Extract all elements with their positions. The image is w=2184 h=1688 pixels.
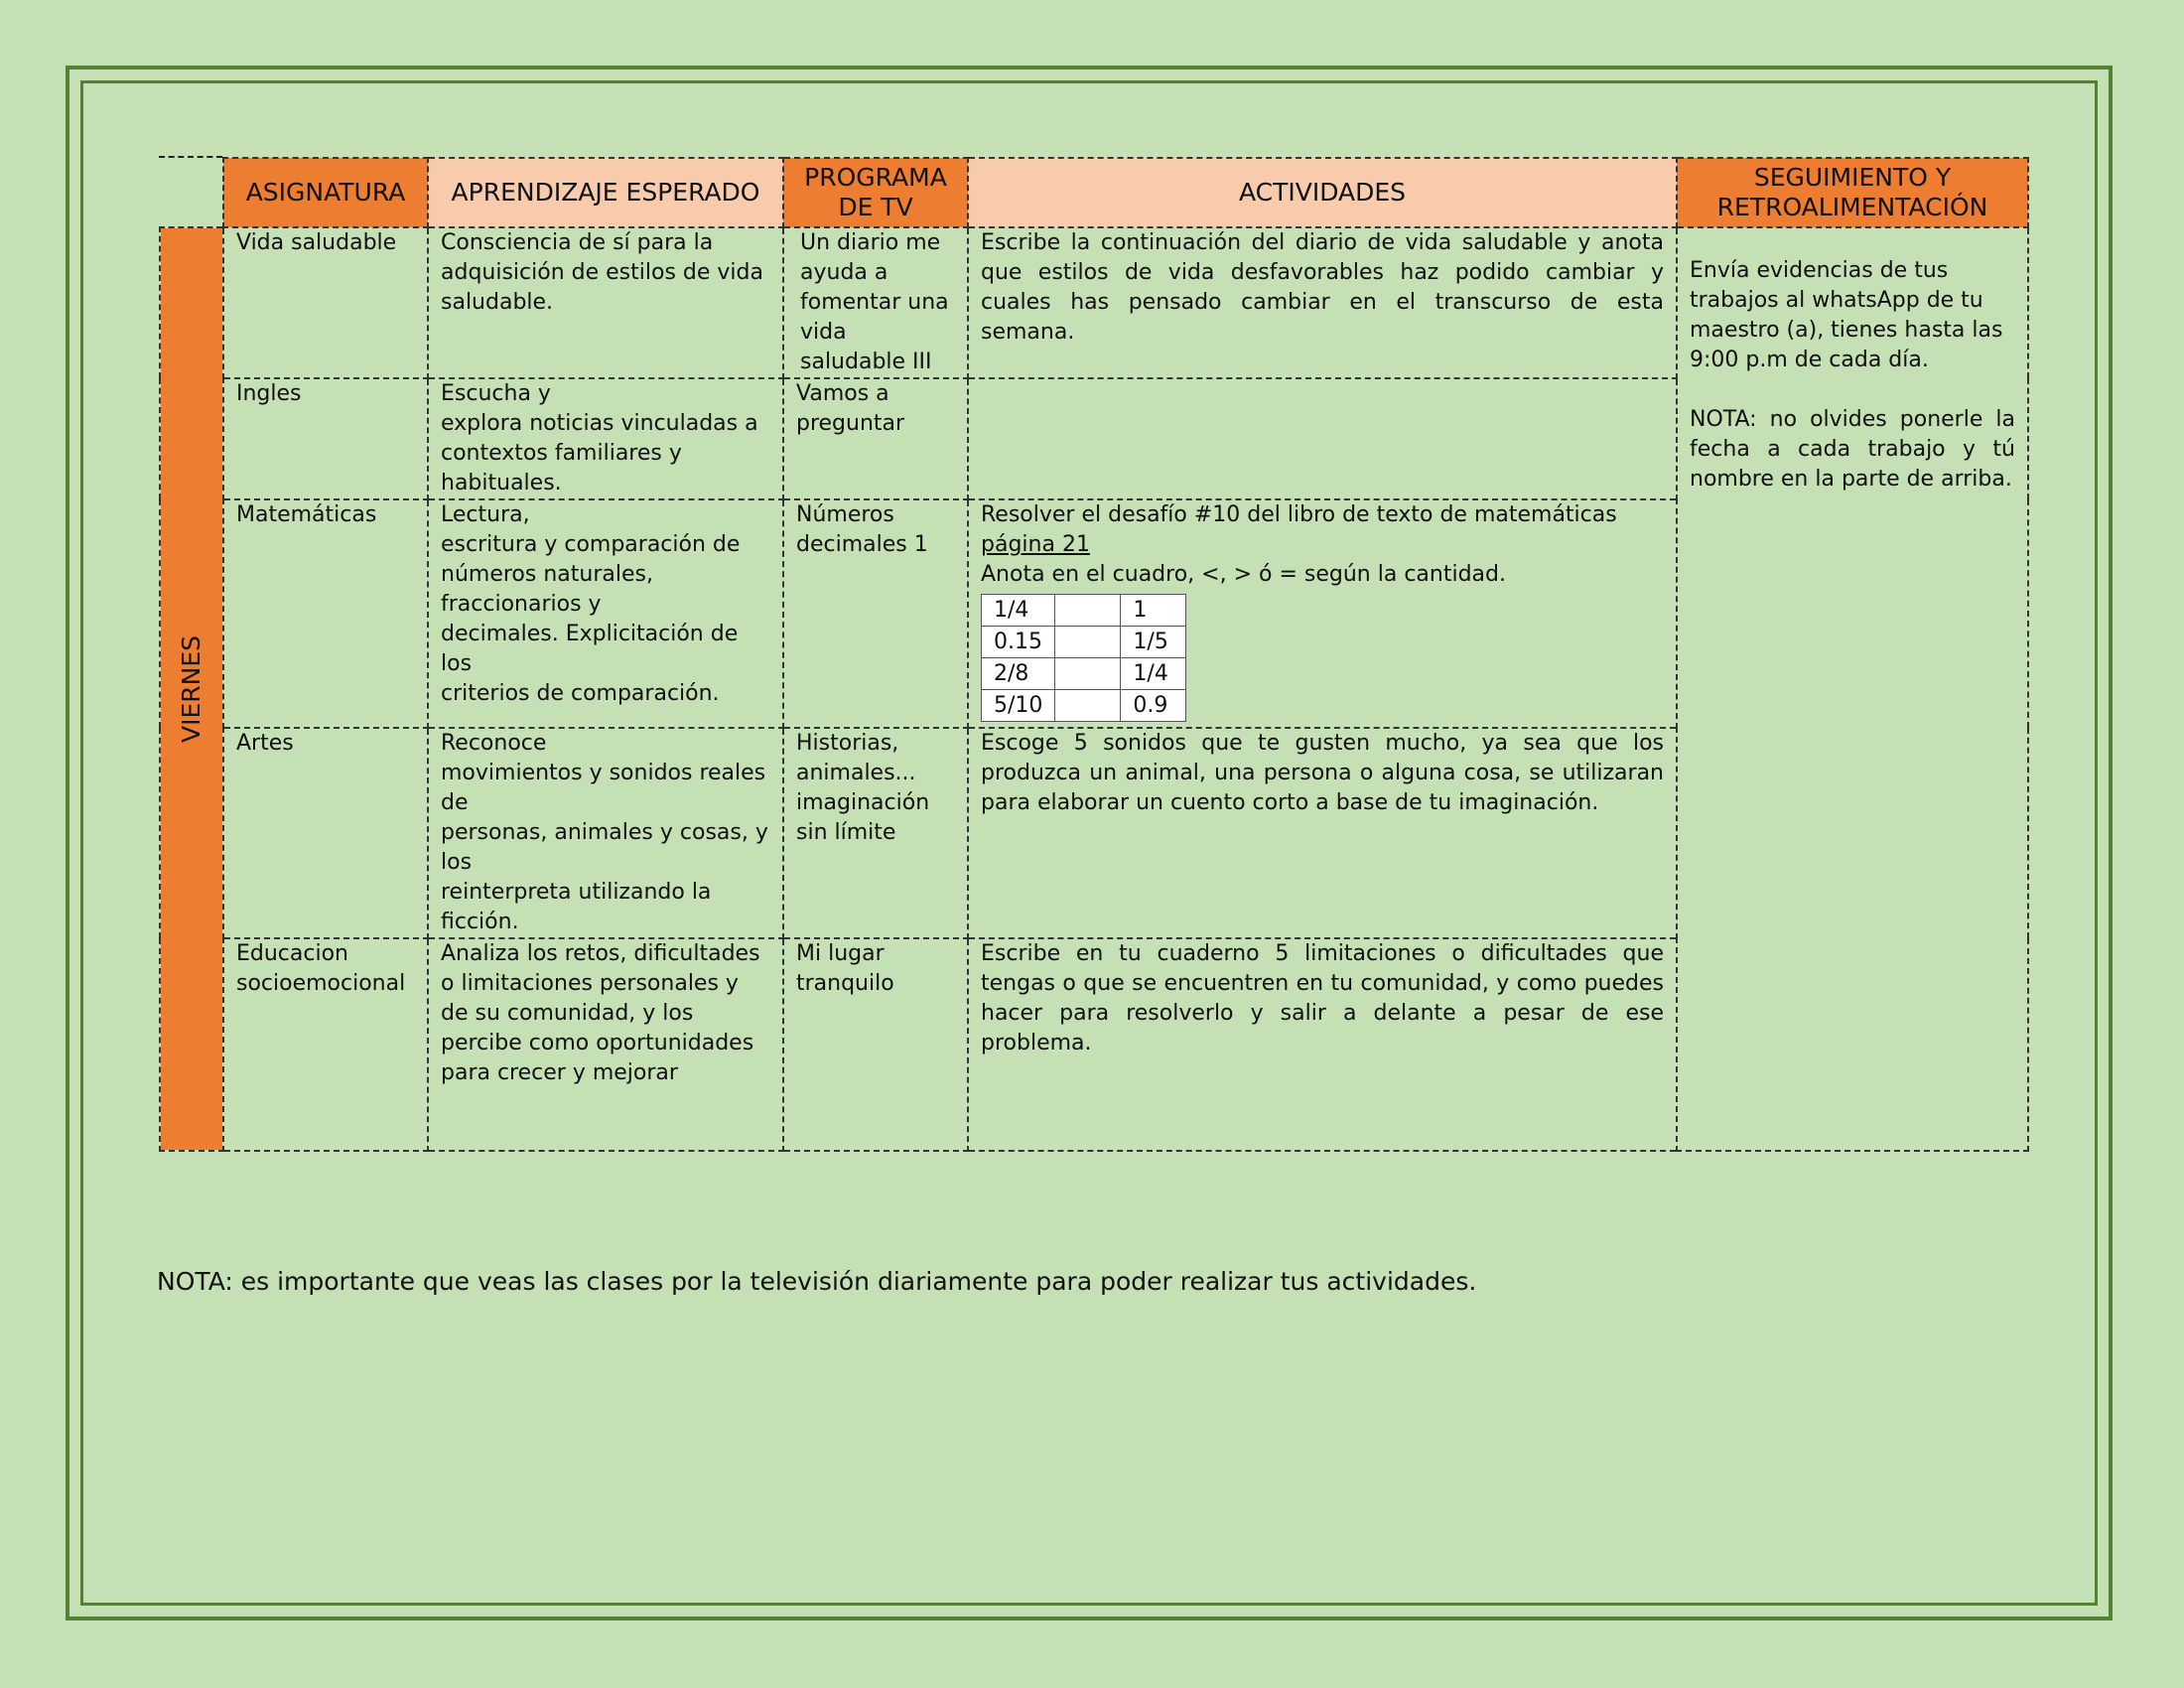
aprendizaje-cell [428,499,783,728]
compare-answer[interactable] [1055,595,1121,627]
aprendizaje-line: fraccionarios y [441,592,602,617]
compare-left: 1/4 [982,595,1055,627]
aprendizaje-line: decimales. Explicitación de los [441,622,739,676]
schedule-table [159,157,2029,1152]
subject-cell: Matemáticas [223,499,428,728]
aprendizaje-line: reinterpreta utilizando la ficción. [441,880,712,934]
aprendizaje-line: escritura y comparación de números naturales, [441,532,741,587]
compare-left: 0.15 [982,627,1055,658]
actividades-cell: Escribe la continuación del diario de vida saludable y anota que estilos de vida desfavorables haz podido cambiar y cuales has pensado cambiar en el transcurso de esta semana. [968,227,1677,378]
aprendizaje-line: explora noticias vinculadas a contextos familiares y habituales. [441,411,758,495]
compare-row [982,690,1186,722]
compare-left: 5/10 [982,690,1055,722]
seguimiento-text: Envía evidencias de tus trabajos al whatsApp de tu maestro (a), tienes hasta las 9:00 p.m de cada día. [1690,258,2003,372]
aprendizaje-line: de su comunidad, y los percibe como oportunidades para crecer y mejorar [441,1001,754,1085]
header-programa: PROGRAMA DE TV [783,158,968,227]
table-row [160,227,2028,378]
subject-cell: Educacion socioemocional [223,938,428,1151]
aprendizaje-cell [428,378,783,499]
aprendizaje-line: movimientos y sonidos reales de [441,761,766,815]
programa-line: Números decimales 1 [796,502,928,557]
header-asignatura: ASIGNATURA [223,158,428,227]
compare-left: 2/8 [982,658,1055,690]
aprendizaje-line: personas, animales y cosas, y los [441,820,768,875]
day-cell [160,227,223,1151]
header-seguimiento: SEGUIMIENTO Y RETROALIMENTACIÓN [1677,158,2028,227]
actividades-intro [981,500,1664,560]
subject-cell: Artes [223,728,428,938]
compare-right: 1/4 [1121,658,1186,690]
programa-line: Vamos a preguntar [796,381,905,436]
header-aprendizaje: APRENDIZAJE ESPERADO [428,158,783,227]
corner-cell [160,158,223,227]
actividades-cell [968,378,1677,499]
compare-answer[interactable] [1055,690,1121,722]
programa-cell [783,499,968,728]
page-link[interactable]: página 21 [981,532,1090,557]
aprendizaje-cell [428,938,783,1151]
day-label: VIERNES [177,634,205,744]
programa-cell [783,728,968,938]
aprendizaje-line: criterios de comparación. [441,681,720,706]
footnote: NOTA: es importante que veas las clases por la televisión diariamente para poder realizar tus actividades. [157,1267,1477,1296]
compare-table [981,594,1186,722]
aprendizaje-cell [428,728,783,938]
compare-row [982,627,1186,658]
compare-right: 1/5 [1121,627,1186,658]
programa-line: Un diario me ayuda a fomentar una vida saludable III [800,230,949,374]
compare-row [982,658,1186,690]
compare-row [982,595,1186,627]
aprendizaje-line: Escucha y [441,381,551,406]
aprendizaje-line: Reconoce [441,731,547,756]
compare-answer[interactable] [1055,627,1121,658]
subject-cell: Vida saludable [223,227,428,378]
aprendizaje-line: Lectura, [441,502,530,527]
aprendizaje-line: Analiza los retos, dificultades o limitaciones personales y [441,941,760,996]
actividades-cell: Escribe en tu cuaderno 5 limitaciones o dificultades que tengas o que se encuentren en tu comunidad, y como puedes hacer para resolverlo y salir a delante a pesar de ese problema. [968,938,1677,1151]
compare-right: 0.9 [1121,690,1186,722]
header-actividades: ACTIVIDADES [968,158,1677,227]
compare-right: 1 [1121,595,1186,627]
actividades-cell [968,499,1677,728]
compare-answer[interactable] [1055,658,1121,690]
seguimiento-cell [1677,227,2028,1151]
actividades-note: Anota en el cuadro, <, > ó = según la cantidad. [981,562,1506,587]
subject-cell: Ingles [223,378,428,499]
header-row [160,158,2028,227]
actividades-cell: Escoge 5 sonidos que te gusten mucho, ya sea que los produzca un animal, una persona o alguna cosa, se utilizaran para elaborar un cuento corto a base de tu imaginación. [968,728,1677,938]
aprendizaje-cell [428,227,783,378]
actividades-intro-text: Resolver el desafío #10 del libro de texto de matemáticas [981,502,1617,527]
programa-cell [783,938,968,1151]
programa-line: Mi lugar tranquilo [796,941,894,996]
seguimiento-note: NOTA: no olvides ponerle la fecha a cada trabajo y tú nombre en la parte de arriba. [1690,407,2015,492]
programa-cell [783,378,968,499]
aprendizaje-line: Consciencia de sí para la adquisición de estilos de vida saludable. [441,230,763,315]
programa-line: Historias, animales... imaginación sin límite [796,731,930,845]
programa-cell [783,227,968,378]
